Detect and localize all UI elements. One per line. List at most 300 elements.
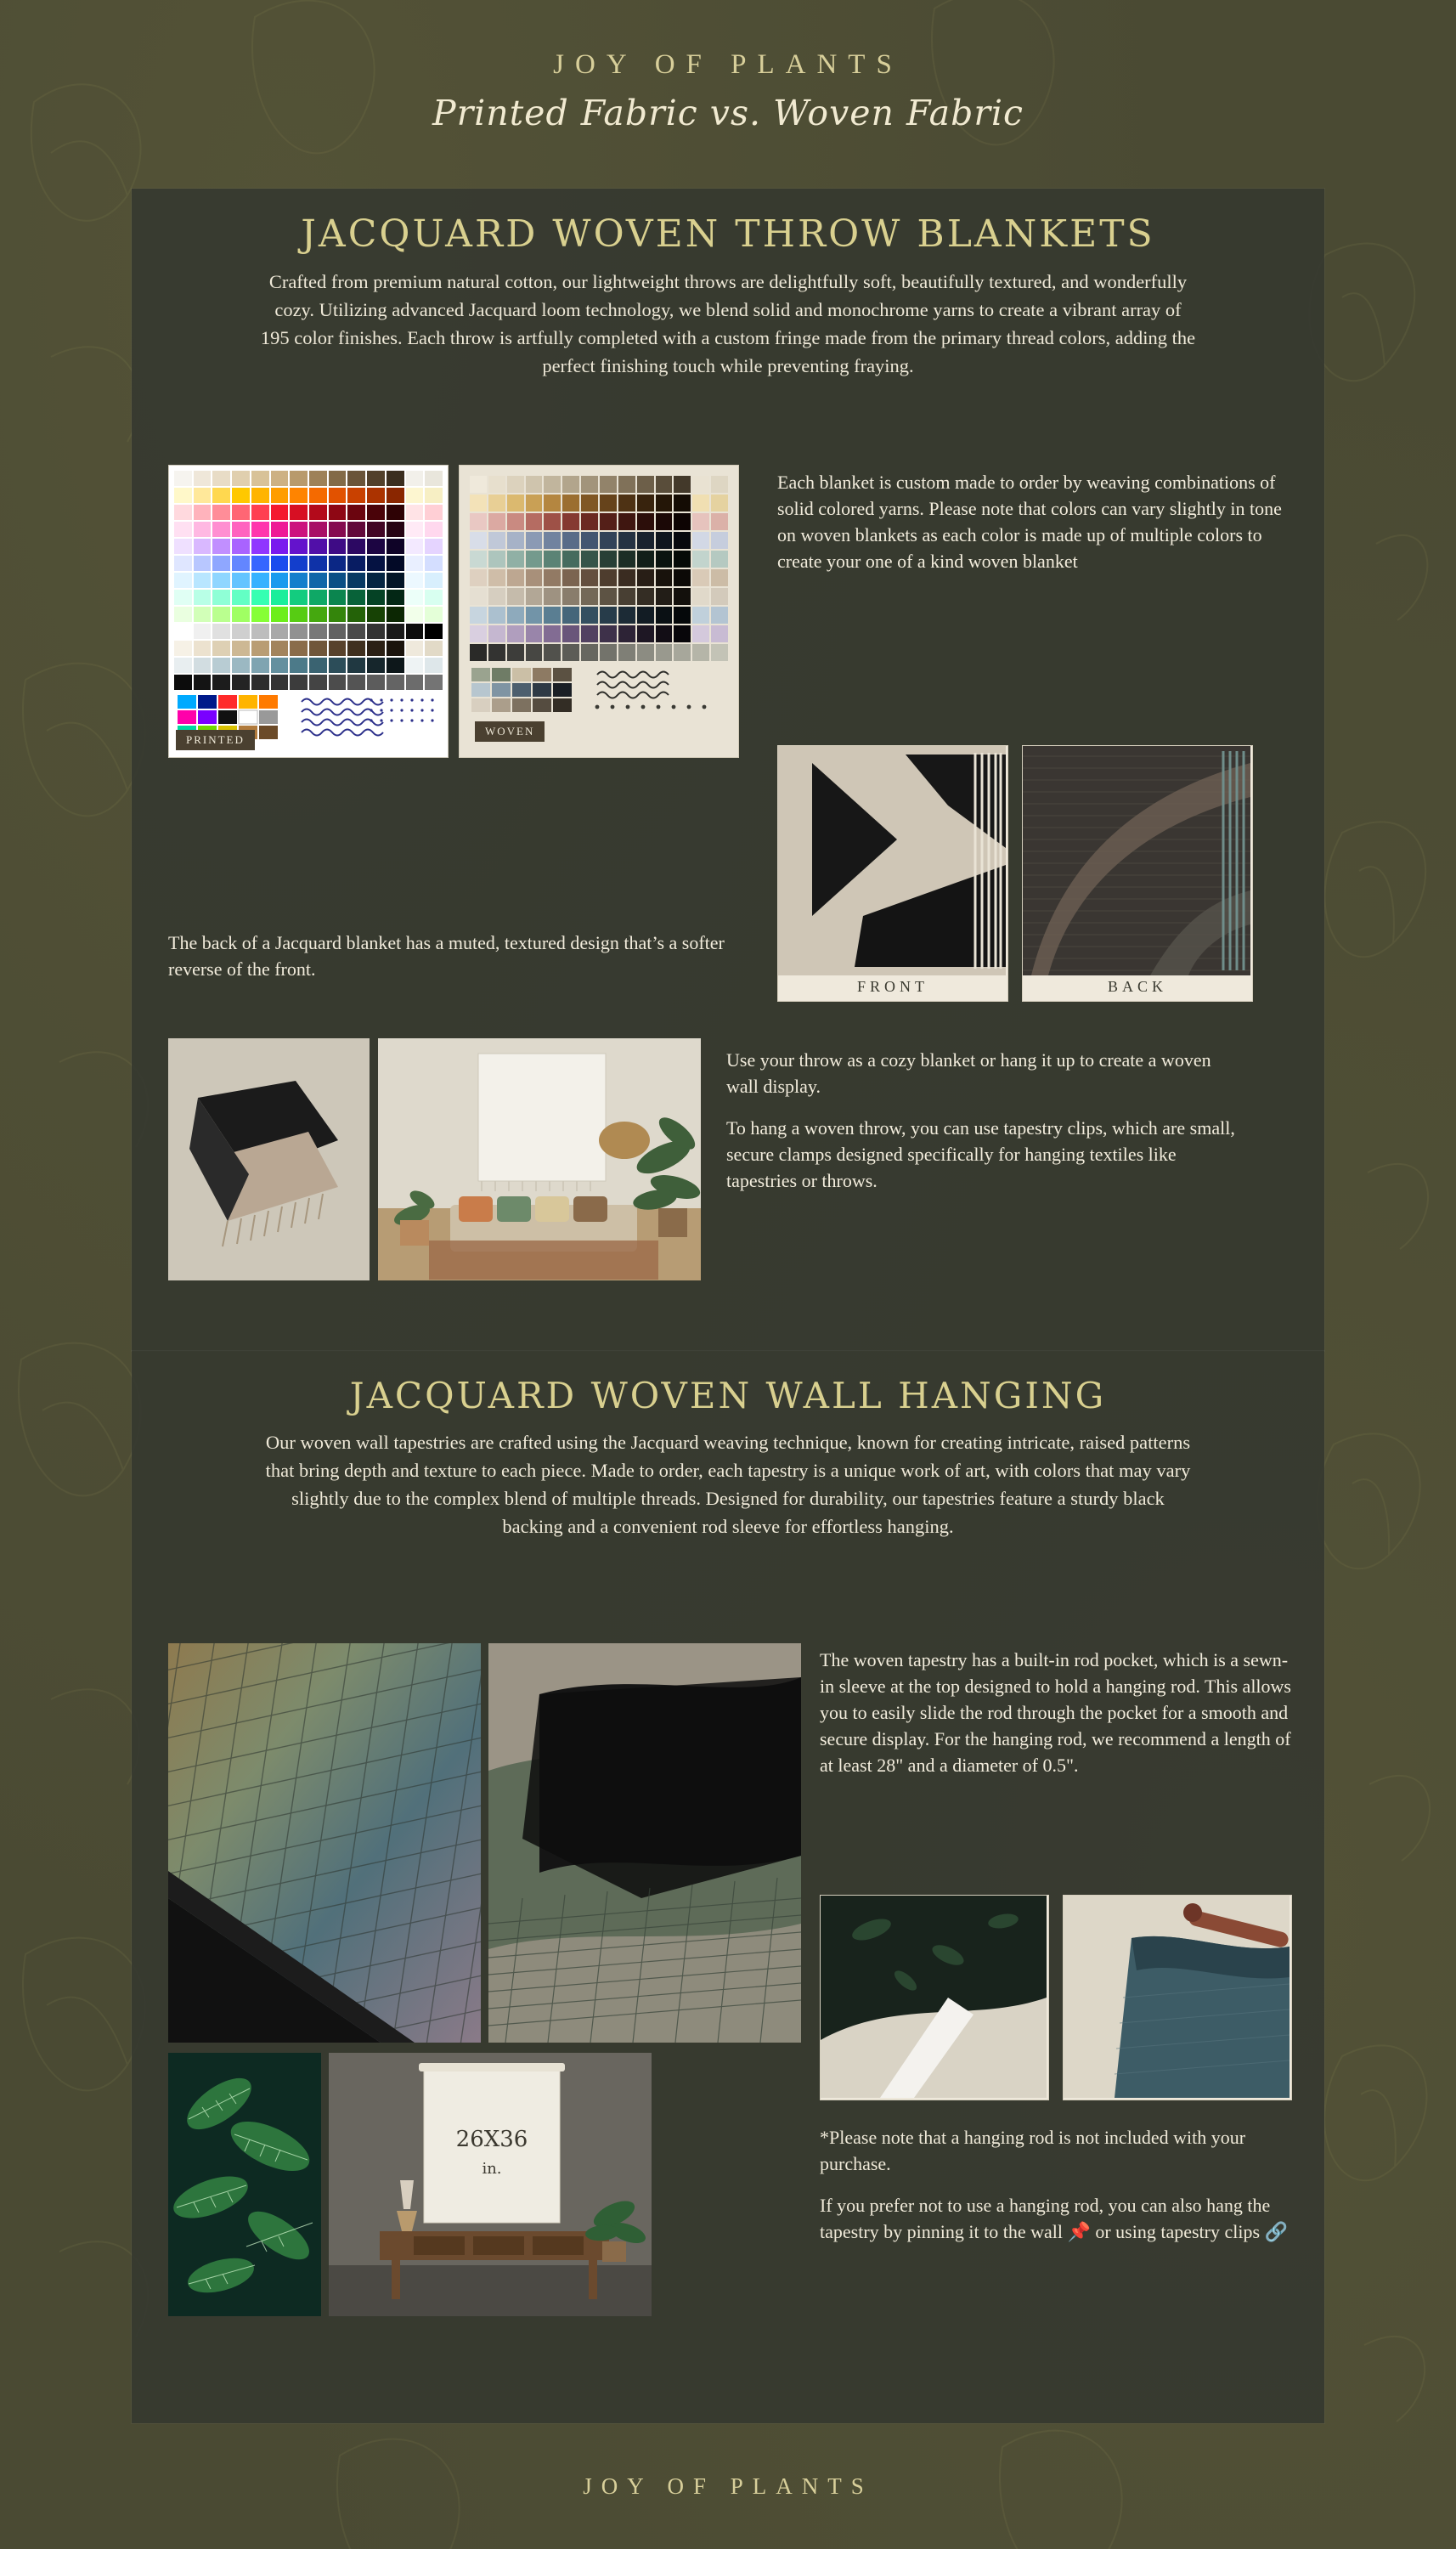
color-swatch — [674, 551, 691, 568]
blanket-back-photo — [1022, 745, 1253, 1002]
color-swatch — [618, 588, 635, 605]
section1-side-text: Each blanket is custom made to order by weaving combinations of solid colored yarns. Please note that colors can vary slightly in tone on woven blankets as each color is made up of multiple colors to create your one of a kind woven blanket — [777, 472, 1282, 572]
color-swatch — [251, 556, 269, 571]
color-swatch — [212, 539, 230, 554]
color-swatch — [367, 641, 385, 656]
color-swatch — [488, 625, 505, 642]
color-swatch — [656, 476, 673, 493]
color-swatch — [271, 590, 289, 605]
section2-intro: Our woven wall tapestries are crafted using the Jacquard weaving technique, known for creating intricate, raised patterns that bring depth and texture to each piece. Made to order, each tapestry is a unique work of art, with colors that may vary slightly due to the complex blend of multiple threads. Designed for durability, our tapestries feature a sturdy black backing and a convenient rod sleeve for effortless hanging. — [265, 1432, 1191, 1537]
color-swatch — [581, 532, 598, 549]
color-swatch — [329, 471, 347, 486]
color-swatch — [711, 569, 728, 586]
color-swatch — [544, 644, 561, 661]
color-swatch — [711, 551, 728, 568]
color-swatch — [329, 488, 347, 503]
color-swatch — [692, 569, 709, 586]
section-woven-throw-blankets — [132, 189, 1324, 1351]
color-swatch — [174, 607, 192, 622]
color-swatch — [425, 522, 443, 537]
color-swatch — [526, 569, 543, 586]
color-swatch — [544, 588, 561, 605]
color-swatch — [692, 532, 709, 549]
color-swatch — [656, 607, 673, 624]
color-swatch — [425, 539, 443, 554]
color-swatch — [367, 505, 385, 520]
color-swatch — [309, 539, 327, 554]
color-swatch — [174, 641, 192, 656]
color-swatch — [309, 573, 327, 588]
color-swatch — [600, 532, 617, 549]
hanging-rod-detail-photo — [1063, 1895, 1292, 2100]
tapestry-grid-photo — [168, 1643, 481, 2043]
color-swatch — [232, 539, 250, 554]
rod-pocket-image — [821, 1896, 1047, 2098]
color-swatch — [470, 495, 487, 511]
color-swatch — [406, 590, 424, 605]
color-swatch — [618, 607, 635, 624]
color-swatch — [488, 607, 505, 624]
color-swatch — [347, 641, 365, 656]
color-swatch — [562, 551, 579, 568]
color-swatch — [544, 513, 561, 530]
color-swatch — [425, 471, 443, 486]
color-swatch — [674, 495, 691, 511]
color-swatch — [232, 471, 250, 486]
color-swatch — [347, 505, 365, 520]
color-swatch — [406, 607, 424, 622]
color-swatch — [544, 625, 561, 642]
color-swatch — [544, 495, 561, 511]
color-swatch — [618, 644, 635, 661]
color-swatch — [387, 471, 404, 486]
color-swatch — [367, 556, 385, 571]
color-swatch — [692, 551, 709, 568]
color-swatch — [507, 588, 524, 605]
color-swatch — [367, 590, 385, 605]
room-with-hanging-throw-image — [378, 1038, 701, 1280]
color-swatch — [232, 590, 250, 605]
color-swatch — [212, 556, 230, 571]
color-swatch — [600, 495, 617, 511]
color-swatch — [425, 624, 443, 639]
color-swatch — [581, 607, 598, 624]
color-swatch — [711, 513, 728, 530]
page-subtitle: Printed Fabric vs. Woven Fabric — [432, 93, 1024, 133]
color-swatch — [367, 607, 385, 622]
color-swatch — [309, 488, 327, 503]
color-swatch — [290, 590, 308, 605]
color-swatch — [526, 625, 543, 642]
color-swatch — [347, 522, 365, 537]
color-swatch — [656, 644, 673, 661]
color-swatch — [526, 513, 543, 530]
color-swatch — [470, 607, 487, 624]
color-swatch — [488, 495, 505, 511]
color-swatch — [347, 573, 365, 588]
color-swatch — [309, 505, 327, 520]
color-swatch — [425, 590, 443, 605]
color-swatch — [347, 556, 365, 571]
color-swatch — [194, 658, 212, 673]
color-swatch — [488, 551, 505, 568]
color-swatch — [711, 607, 728, 624]
color-swatch — [637, 625, 654, 642]
color-swatch — [271, 522, 289, 537]
color-swatch — [656, 513, 673, 530]
color-swatch — [562, 513, 579, 530]
color-swatch — [711, 644, 728, 661]
back-label: BACK — [1107, 978, 1167, 995]
color-swatch — [692, 644, 709, 661]
color-swatch — [507, 551, 524, 568]
color-swatch — [507, 625, 524, 642]
color-swatch — [526, 495, 543, 511]
color-swatch — [387, 607, 404, 622]
color-swatch — [600, 644, 617, 661]
poster-size-text: 26X36 — [455, 2127, 528, 2152]
color-swatch — [290, 675, 308, 690]
color-swatch — [309, 590, 327, 605]
color-swatch — [581, 625, 598, 642]
color-swatch — [470, 588, 487, 605]
section1-usage-text-2: To hang a woven throw, you can use tapestry clips, which are small, secure clamps designed specifically for hanging textiles like tapestries or throws. — [726, 1117, 1235, 1191]
color-swatch — [251, 471, 269, 486]
color-swatch — [271, 573, 289, 588]
color-swatch — [656, 495, 673, 511]
color-swatch — [674, 476, 691, 493]
rod-in-sleeve-image — [1064, 1896, 1290, 2098]
color-swatch — [544, 551, 561, 568]
color-swatch — [562, 569, 579, 586]
wall-display-room-photo — [378, 1038, 701, 1280]
color-swatch — [290, 556, 308, 571]
color-swatch — [618, 569, 635, 586]
color-swatch — [387, 488, 404, 503]
color-swatch — [470, 625, 487, 642]
color-swatch — [425, 488, 443, 503]
color-swatch — [271, 607, 289, 622]
section2-title: JACQUARD WOVEN WALL HANGING — [349, 1375, 1107, 1416]
color-swatch — [406, 675, 424, 690]
color-swatch — [581, 588, 598, 605]
color-swatch — [488, 588, 505, 605]
color-swatch — [174, 539, 192, 554]
color-swatch — [637, 476, 654, 493]
color-swatch — [347, 539, 365, 554]
color-swatch — [470, 532, 487, 549]
color-swatch — [367, 573, 385, 588]
tapestry-backing-photo — [488, 1643, 801, 2043]
section1-usage-text-1: Use your throw as a cozy blanket or hang it up to create a woven wall display. — [726, 1049, 1211, 1097]
color-swatch — [290, 624, 308, 639]
color-swatch — [656, 551, 673, 568]
color-swatch — [174, 471, 192, 486]
color-swatch — [347, 624, 365, 639]
color-swatch — [232, 522, 250, 537]
color-swatch — [526, 532, 543, 549]
color-swatch — [425, 505, 443, 520]
poster-unit-text: in. — [482, 2160, 502, 2178]
color-swatch — [290, 658, 308, 673]
color-swatch — [271, 624, 289, 639]
color-swatch — [251, 641, 269, 656]
color-swatch — [656, 588, 673, 605]
color-swatch — [406, 539, 424, 554]
color-swatch — [309, 471, 327, 486]
color-swatch — [488, 644, 505, 661]
color-swatch — [470, 569, 487, 586]
color-swatch — [711, 532, 728, 549]
woven-swatch-chart — [459, 465, 739, 758]
color-swatch — [212, 607, 230, 622]
color-swatch — [406, 573, 424, 588]
color-swatch — [194, 522, 212, 537]
color-swatch — [674, 513, 691, 530]
color-swatch — [329, 658, 347, 673]
color-swatch — [194, 624, 212, 639]
color-swatch — [581, 495, 598, 511]
color-swatch — [271, 675, 289, 690]
color-swatch — [271, 556, 289, 571]
color-swatch — [194, 488, 212, 503]
color-swatch — [562, 625, 579, 642]
color-swatch — [290, 607, 308, 622]
color-swatch — [194, 556, 212, 571]
color-swatch — [544, 532, 561, 549]
color-swatch — [290, 539, 308, 554]
color-swatch — [212, 624, 230, 639]
color-swatch — [232, 658, 250, 673]
woven-label: WOVEN — [475, 721, 545, 742]
color-swatch — [470, 551, 487, 568]
color-swatch — [212, 505, 230, 520]
color-swatch — [637, 644, 654, 661]
color-swatch — [656, 569, 673, 586]
color-swatch — [711, 625, 728, 642]
color-swatch — [406, 471, 424, 486]
color-swatch — [367, 522, 385, 537]
color-swatch — [194, 641, 212, 656]
color-swatch — [544, 476, 561, 493]
color-swatch — [212, 471, 230, 486]
color-swatch — [387, 522, 404, 537]
color-swatch — [406, 658, 424, 673]
color-swatch — [637, 513, 654, 530]
color-swatch — [674, 588, 691, 605]
color-swatch — [174, 573, 192, 588]
color-swatch — [309, 658, 327, 673]
color-swatch — [470, 513, 487, 530]
color-swatch — [406, 488, 424, 503]
color-swatch — [174, 590, 192, 605]
section2-note-1: *Please note that a hanging rod is not included with your purchase. — [820, 2127, 1246, 2174]
color-swatch — [406, 624, 424, 639]
color-swatch — [347, 590, 365, 605]
color-swatch — [347, 675, 365, 690]
color-swatch — [470, 476, 487, 493]
color-swatch — [194, 505, 212, 520]
color-swatch — [637, 532, 654, 549]
tapestry-black-backing-image — [488, 1643, 801, 2043]
color-swatch — [600, 569, 617, 586]
brand-title: JOY OF PLANTS — [553, 49, 903, 80]
color-swatch — [174, 658, 192, 673]
color-swatch — [251, 522, 269, 537]
color-swatch — [425, 556, 443, 571]
color-swatch — [526, 644, 543, 661]
color-swatch — [347, 658, 365, 673]
color-swatch — [488, 513, 505, 530]
color-swatch — [251, 675, 269, 690]
color-swatch — [174, 675, 192, 690]
color-swatch — [232, 488, 250, 503]
color-swatch — [232, 624, 250, 639]
folded-throw-image — [168, 1038, 370, 1280]
color-swatch — [232, 675, 250, 690]
color-swatch — [488, 532, 505, 549]
color-swatch — [271, 641, 289, 656]
color-swatch — [488, 569, 505, 586]
color-swatch — [367, 675, 385, 690]
color-swatch — [251, 573, 269, 588]
tapestry-front-grid-image — [168, 1643, 481, 2043]
color-swatch — [387, 505, 404, 520]
leaf-tapestry-photo — [168, 2053, 321, 2316]
color-swatch — [271, 488, 289, 503]
color-swatch — [309, 675, 327, 690]
printed-label: PRINTED — [176, 730, 255, 750]
color-swatch — [406, 505, 424, 520]
color-swatch — [425, 641, 443, 656]
color-swatch — [290, 573, 308, 588]
color-swatch — [507, 644, 524, 661]
color-swatch — [507, 513, 524, 530]
color-swatch — [367, 488, 385, 503]
color-swatch — [347, 471, 365, 486]
color-swatch — [329, 590, 347, 605]
page-header — [0, 0, 1456, 189]
color-swatch — [600, 551, 617, 568]
color-swatch — [600, 625, 617, 642]
color-swatch — [562, 607, 579, 624]
color-swatch — [309, 522, 327, 537]
color-swatch — [367, 539, 385, 554]
color-swatch — [174, 505, 192, 520]
color-swatch — [251, 488, 269, 503]
color-swatch — [329, 539, 347, 554]
back-blanket-image — [1023, 746, 1250, 975]
color-swatch — [329, 522, 347, 537]
color-swatch — [425, 573, 443, 588]
color-swatch — [232, 505, 250, 520]
woven-pattern-samples — [470, 666, 730, 715]
color-swatch — [290, 471, 308, 486]
color-swatch — [232, 641, 250, 656]
color-swatch — [232, 556, 250, 571]
color-swatch — [387, 573, 404, 588]
color-swatch — [251, 658, 269, 673]
color-swatch — [562, 476, 579, 493]
color-swatch — [674, 625, 691, 642]
section1-title: JACQUARD WOVEN THROW BLANKETS — [301, 212, 1155, 256]
color-swatch — [711, 495, 728, 511]
color-swatch — [194, 573, 212, 588]
color-swatch — [387, 658, 404, 673]
color-swatch — [600, 588, 617, 605]
color-swatch — [329, 641, 347, 656]
color-swatch — [251, 624, 269, 639]
color-swatch — [329, 624, 347, 639]
color-swatch — [526, 476, 543, 493]
color-swatch — [526, 551, 543, 568]
color-swatch — [470, 644, 487, 661]
color-swatch — [290, 488, 308, 503]
color-swatch — [406, 556, 424, 571]
color-swatch — [618, 532, 635, 549]
color-swatch — [367, 471, 385, 486]
color-swatch — [562, 588, 579, 605]
color-swatch — [581, 551, 598, 568]
color-swatch — [692, 513, 709, 530]
poster-room-photo — [329, 2053, 652, 2316]
color-swatch — [251, 590, 269, 605]
color-swatch — [271, 539, 289, 554]
color-swatch — [329, 505, 347, 520]
color-swatch — [692, 476, 709, 493]
color-swatch — [387, 590, 404, 605]
color-swatch — [387, 675, 404, 690]
color-swatch — [309, 556, 327, 571]
rod-pocket-detail-photo — [820, 1895, 1049, 2100]
color-swatch — [212, 675, 230, 690]
color-swatch — [367, 658, 385, 673]
color-swatch — [692, 495, 709, 511]
color-swatch — [271, 658, 289, 673]
color-swatch — [637, 588, 654, 605]
folded-throw-photo — [168, 1038, 370, 1280]
color-swatch — [212, 590, 230, 605]
section-woven-wall-hanging — [132, 1351, 1324, 2423]
color-swatch — [251, 607, 269, 622]
color-swatch — [618, 513, 635, 530]
color-swatch — [174, 556, 192, 571]
color-swatch — [507, 569, 524, 586]
section1-back-caption: The back of a Jacquard blanket has a muted, textured design that’s a softer reverse of the front. — [168, 932, 725, 980]
color-swatch — [711, 588, 728, 605]
color-swatch — [618, 551, 635, 568]
color-swatch — [637, 495, 654, 511]
color-swatch — [692, 607, 709, 624]
color-swatch — [637, 551, 654, 568]
color-swatch — [637, 569, 654, 586]
color-swatch — [174, 488, 192, 503]
color-swatch — [406, 522, 424, 537]
color-swatch — [309, 641, 327, 656]
color-swatch — [581, 476, 598, 493]
color-swatch — [618, 625, 635, 642]
printed-swatch-chart — [168, 465, 449, 758]
color-swatch — [507, 476, 524, 493]
color-swatch — [544, 607, 561, 624]
color-swatch — [174, 522, 192, 537]
color-swatch — [329, 675, 347, 690]
color-swatch — [212, 573, 230, 588]
section2-note-2: If you prefer not to use a hanging rod, you can also hang the tapestry by pinning it to the wall 📌 or using tapestry clips 🔗 — [820, 2195, 1288, 2242]
color-swatch — [387, 641, 404, 656]
color-swatch — [544, 569, 561, 586]
color-swatch — [387, 624, 404, 639]
